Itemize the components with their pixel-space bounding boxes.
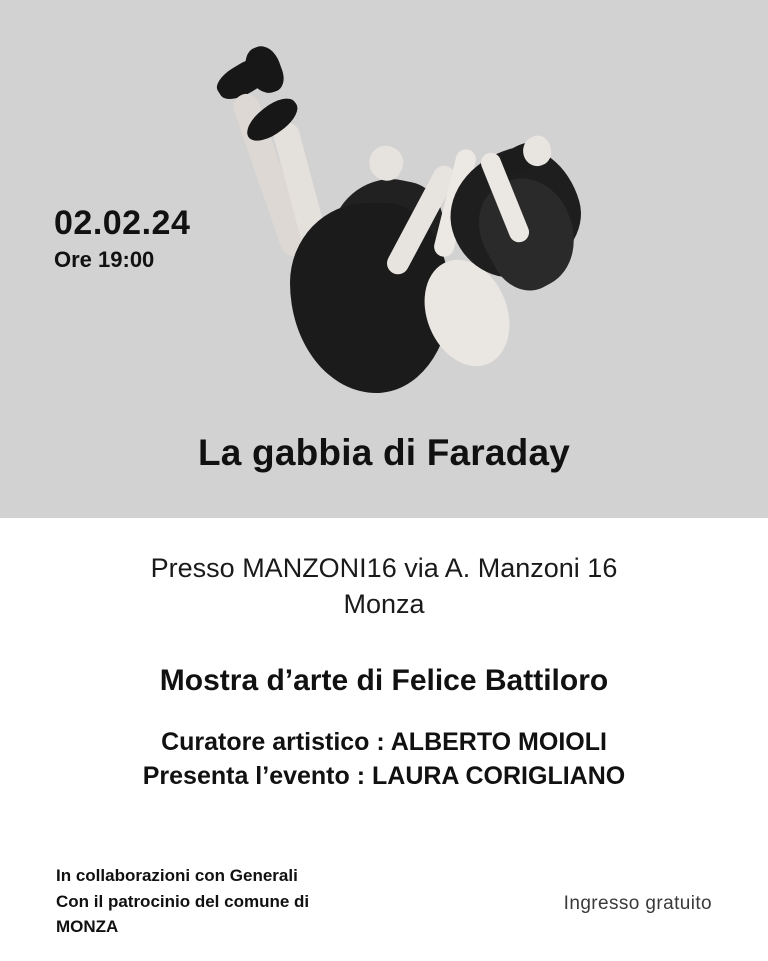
collaboration-block	[56, 863, 309, 940]
poster-details-section	[0, 518, 768, 961]
collaboration-line-3: MONZA	[56, 917, 119, 936]
collaboration-line-1: In collaborazioni con Generali	[56, 866, 298, 885]
free-entry-note: Ingresso gratuito	[563, 893, 712, 914]
hand-shape	[363, 140, 408, 185]
event-date-block	[54, 205, 190, 273]
venue-block	[0, 550, 768, 623]
poster-title: La gabbia di Faraday	[197, 432, 571, 473]
venue-address: Presso MANZONI16 via A. Manzoni 16	[150, 553, 618, 583]
presenter-line: Presenta l’evento : LAURA CORIGLIANO	[142, 761, 626, 790]
credits-block	[0, 726, 768, 794]
collaboration-line-2: Con il patrocinio del comune di	[56, 891, 310, 911]
event-date: 02.02.24	[54, 204, 191, 242]
exhibition-title: Mostra d’arte di Felice Battiloro	[159, 664, 609, 697]
event-time: Ore 19:00	[54, 247, 155, 273]
venue-city: Monza	[343, 589, 425, 620]
curator-line: Curatore artistico : ALBERTO MOIOLI	[161, 728, 607, 756]
falling-woman-photo	[195, 28, 595, 400]
